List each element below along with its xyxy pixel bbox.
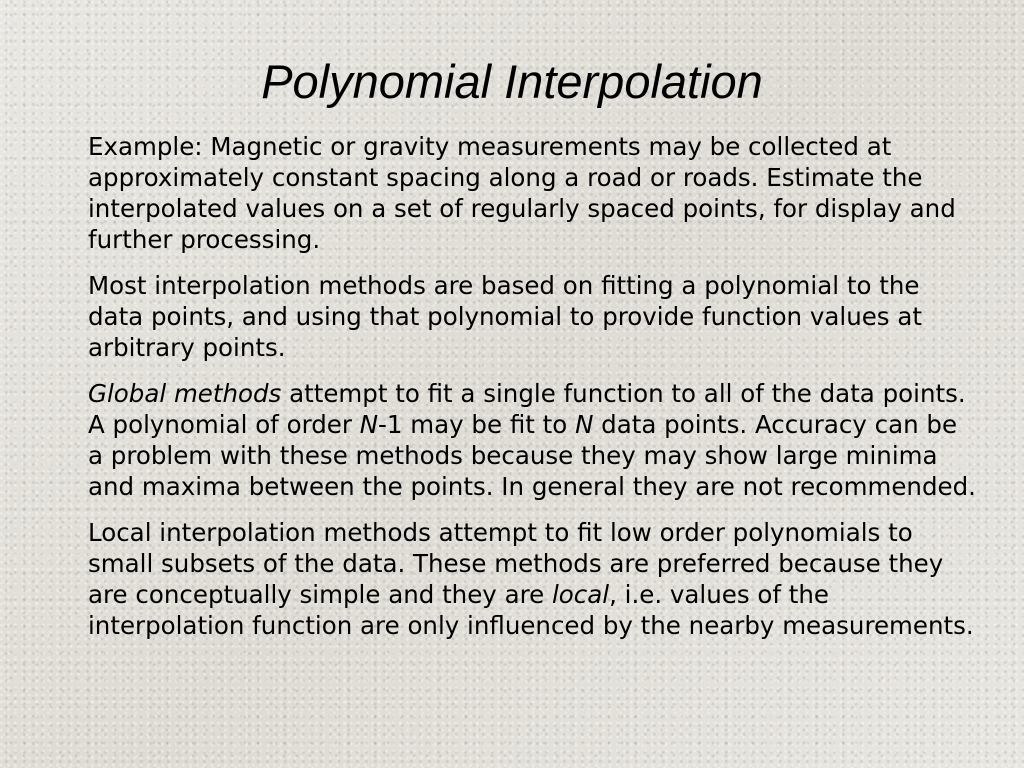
paragraph-text: data points. Accuracy can be a problem with these methods because they may show large minima and maxima between the points. In general they are not recommended. <box>88 410 976 501</box>
emphasis-n: N <box>575 410 594 439</box>
emphasis-global-methods: Global methods <box>88 379 282 408</box>
paragraph-text: attempt to fit a single function to all of the data points. A polynomial of order <box>88 379 966 439</box>
paragraph-global-methods <box>88 378 978 502</box>
paragraph-text: Most interpolation methods are based on fitting a polynomial to the data points, and using that polynomial to provide function values at arbitrary points. <box>88 271 922 362</box>
paragraph-methods <box>88 270 978 363</box>
paragraph-example <box>88 131 978 255</box>
paragraph-text: Example: Magnetic or gravity measurements may be collected at approximately constant spacing along a road or roads. Estimate the interpolated values on a set of regularly spaced points, for display and further processing. <box>88 132 956 254</box>
slide-title: Polynomial Interpolation <box>261 55 763 108</box>
paragraph-text: -1 may be fit to <box>378 410 576 439</box>
paragraph-local-methods <box>88 517 978 641</box>
slide-body <box>88 131 978 656</box>
paragraph-text: Local interpolation methods attempt to fit low order polynomials to small subsets of the data. These methods are preferred because they are conceptually simple and they are <box>88 518 944 609</box>
emphasis-local: local <box>551 580 610 609</box>
paragraph-text: , i.e. values of the interpolation function are only influenced by the nearby measurements. <box>88 580 974 640</box>
emphasis-n: N <box>359 410 379 439</box>
